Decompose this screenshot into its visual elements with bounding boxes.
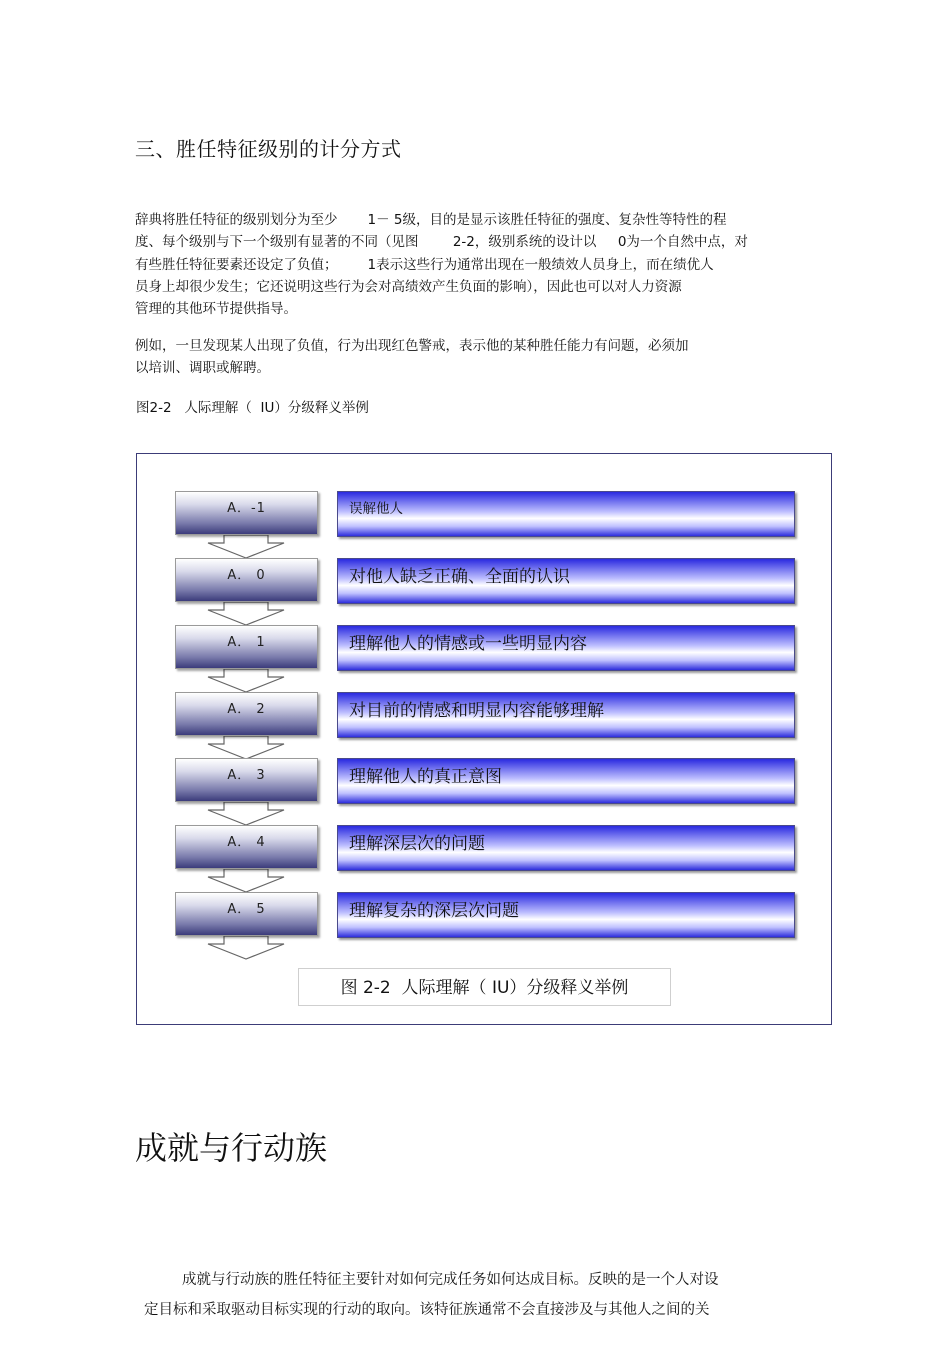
down-arrow-icon [206, 669, 286, 693]
chapter-heading: 成就与行动族 [135, 1129, 328, 1167]
paragraph-line: 辞典将胜任特征的级别划分为至少 1－ 5级，目的是显示该胜任特征的强度、复杂性等特性的程 [135, 212, 727, 228]
level-description-bar: 理解复杂的深层次问题 [337, 892, 795, 938]
level-description-bar: 对他人缺乏正确、全面的认识 [337, 558, 795, 604]
figure-caption-top: 图2-2 人际理解（ IU）分级释义举例 [136, 400, 369, 416]
level-code-box: A． 1 [175, 625, 318, 669]
level-description-bar: 误解他人 [337, 491, 795, 537]
down-arrow-icon [206, 736, 286, 760]
paragraph-line: 度、每个级别与下一个级别有显著的不同（见图 2-2，级别系统的设计以 0为一个自然中点，对 [135, 234, 748, 250]
down-arrow-icon [206, 802, 286, 826]
body-text-line: 定目标和采取驱动目标实现的行动的取向。该特征族通常不会直接涉及与其他人之间的关 [144, 1302, 710, 1318]
paragraph-line: 员身上却很少发生；它还说明这些行为会对高绩效产生负面的影响），因此也可以对人力资源 [135, 279, 682, 295]
level-code-box: A． 0 [175, 558, 318, 602]
paragraph-line: 有些胜任特征要素还设定了负值； 1表示这些行为通常出现在一般绩效人员身上，而在绩优人 [135, 257, 714, 273]
down-arrow-icon [206, 936, 286, 960]
section-heading: 三、胜任特征级别的计分方式 [135, 137, 402, 161]
paragraph-line: 例如，一旦发现某人出现了负值，行为出现红色警戒，表示他的某种胜任能力有问题，必须加 [135, 338, 689, 354]
level-code-box: A． 2 [175, 692, 318, 736]
level-description-bar: 理解他人的情感或一些明显内容 [337, 625, 795, 671]
down-arrow-icon [206, 602, 286, 626]
level-description-bar: 对目前的情感和明显内容能够理解 [337, 692, 795, 738]
paragraph-line: 以培训、调职或解聘。 [135, 360, 270, 376]
level-code-box: A． 5 [175, 892, 318, 936]
down-arrow-icon [206, 869, 286, 893]
level-code-box: A． 4 [175, 825, 318, 869]
body-text-line: 成就与行动族的胜任特征主要针对如何完成任务如何达成目标。反映的是一个人对设 [182, 1272, 719, 1288]
level-code-box: A．-1 [175, 491, 318, 535]
down-arrow-icon [206, 535, 286, 559]
level-description-bar: 理解他人的真正意图 [337, 758, 795, 804]
level-code-box: A． 3 [175, 758, 318, 802]
level-description-bar: 理解深层次的问题 [337, 825, 795, 871]
figure-caption: 图 2-2 人际理解（ IU）分级释义举例 [298, 968, 671, 1006]
paragraph-line: 管理的其他环节提供指导。 [135, 301, 297, 317]
